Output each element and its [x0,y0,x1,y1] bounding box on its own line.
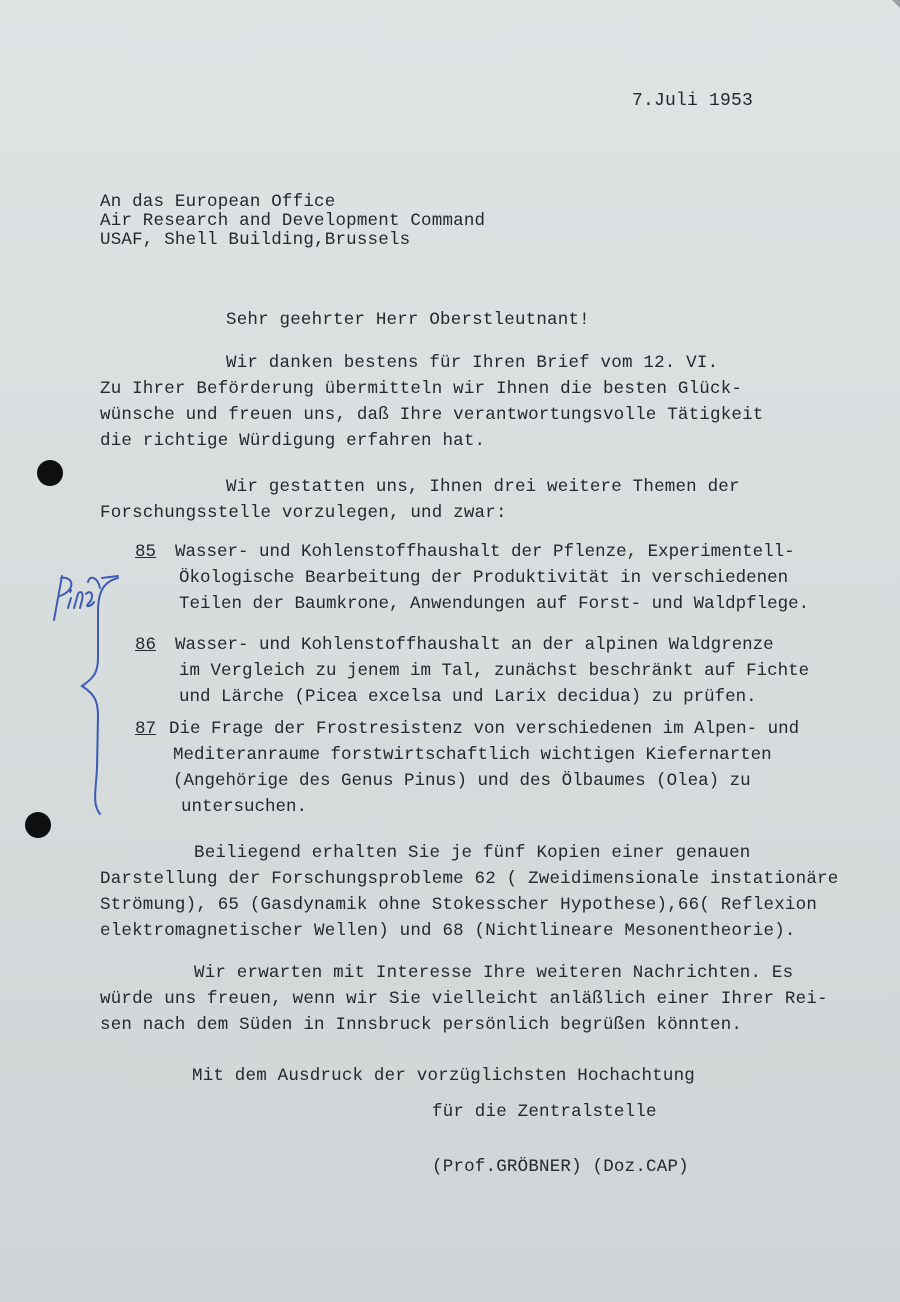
paragraph-enclosures [100,840,838,944]
paragraph-line: Forschungsstelle vorzulegen, und zwar: [100,503,507,523]
topic-line: Ökologische Bearbeitung der Produktivität in verschiedenen [179,568,789,588]
topic-number: 86 [135,635,157,655]
topic-line: Wasser- und Kohlenstoffhaushalt der Pflenze, Experimentell- [175,542,795,562]
paragraph-line: Wir gestatten uns, Ihnen drei weitere Themen der [226,477,740,497]
salutation: Sehr geehrter Herr Oberstleutnant! [226,310,590,330]
paragraph-line: Wir erwarten mit Interesse Ihre weiteren Nachrichten. Es [194,963,794,983]
handwritten-bracket-annotation [40,568,130,818]
signatories: (Prof.GRÖBNER) (Doz.CAP) [432,1157,689,1177]
topic-line: Die Frage der Frostresistenz von verschiedenen im Alpen- und [169,719,800,739]
recipient-address [100,193,485,250]
topic-line: Teilen der Baumkrone, Anwendungen auf Forst- und Waldpflege. [179,594,810,614]
paragraph-closing-wish [100,960,828,1038]
paragraph-line: sen nach dem Süden in Innsbruck persönlich begrüßen könnten. [100,1015,743,1035]
on-behalf-line: für die Zentralstelle [432,1102,657,1122]
topic-item-86 [135,632,809,710]
paragraph-line: Strömung), 65 (Gasdynamik ohne Stokesscher Hypothese),66( Reflexion [100,895,818,915]
topic-line: untersuchen. [181,797,308,817]
topic-item-87 [135,716,799,820]
complimentary-close: Mit dem Ausdruck der vorzüglichsten Hochachtung [192,1066,695,1086]
paragraph-topics-intro [100,474,740,526]
letter-date: 7.Juli 1953 [632,91,754,111]
topic-line: Mediteranraume forstwirtschaftlich wichtigen Kiefernarten [173,745,772,765]
recipient-line: An das European Office [100,192,336,212]
paragraph-line: die richtige Würdigung erfahren hat. [100,431,486,451]
recipient-line: USAF, Shell Building,Brussels [100,230,411,250]
handwritten-bracket-line [82,578,118,814]
topic-line: im Vergleich zu jenem im Tal, zunächst beschränkt auf Fichte [179,661,810,681]
paragraph-thanks [100,350,764,454]
recipient-line: Air Research and Development Command [100,211,486,231]
topic-line: (Angehörige des Genus Pinus) und des Ölbaumes (Olea) zu [173,771,751,791]
topic-line: und Lärche (Picea excelsa und Larix decidua) zu prüfen. [179,687,757,707]
paragraph-line: wünsche und freuen uns, daß Ihre verantwortungsvolle Tätigkeit [100,405,764,425]
topic-number: 87 [135,719,157,739]
paragraph-line: Zu Ihrer Beförderung übermitteln wir Ihnen die besten Glück- [100,379,743,399]
page-corner-fold [892,0,900,8]
topic-line: Wasser- und Kohlenstoffhaushalt an der alpinen Waldgrenze [175,635,774,655]
paragraph-line: elektromagnetischer Wellen) und 68 (Nichtlineare Mesonentheorie). [100,921,796,941]
punch-hole-top [37,460,63,486]
topic-item-85 [135,539,809,617]
paragraph-line: würde uns freuen, wenn wir Sie vielleicht anläßlich einer Ihrer Rei- [100,989,828,1009]
paragraph-line: Beiliegend erhalten Sie je fünf Kopien einer genauen [194,843,751,863]
paragraph-line: Darstellung der Forschungsprobleme 62 ( Zweidimensionale instationäre [100,869,839,889]
topic-number: 85 [135,542,157,562]
paragraph-line: Wir danken bestens für Ihren Brief vom 12. VI. [226,353,719,373]
